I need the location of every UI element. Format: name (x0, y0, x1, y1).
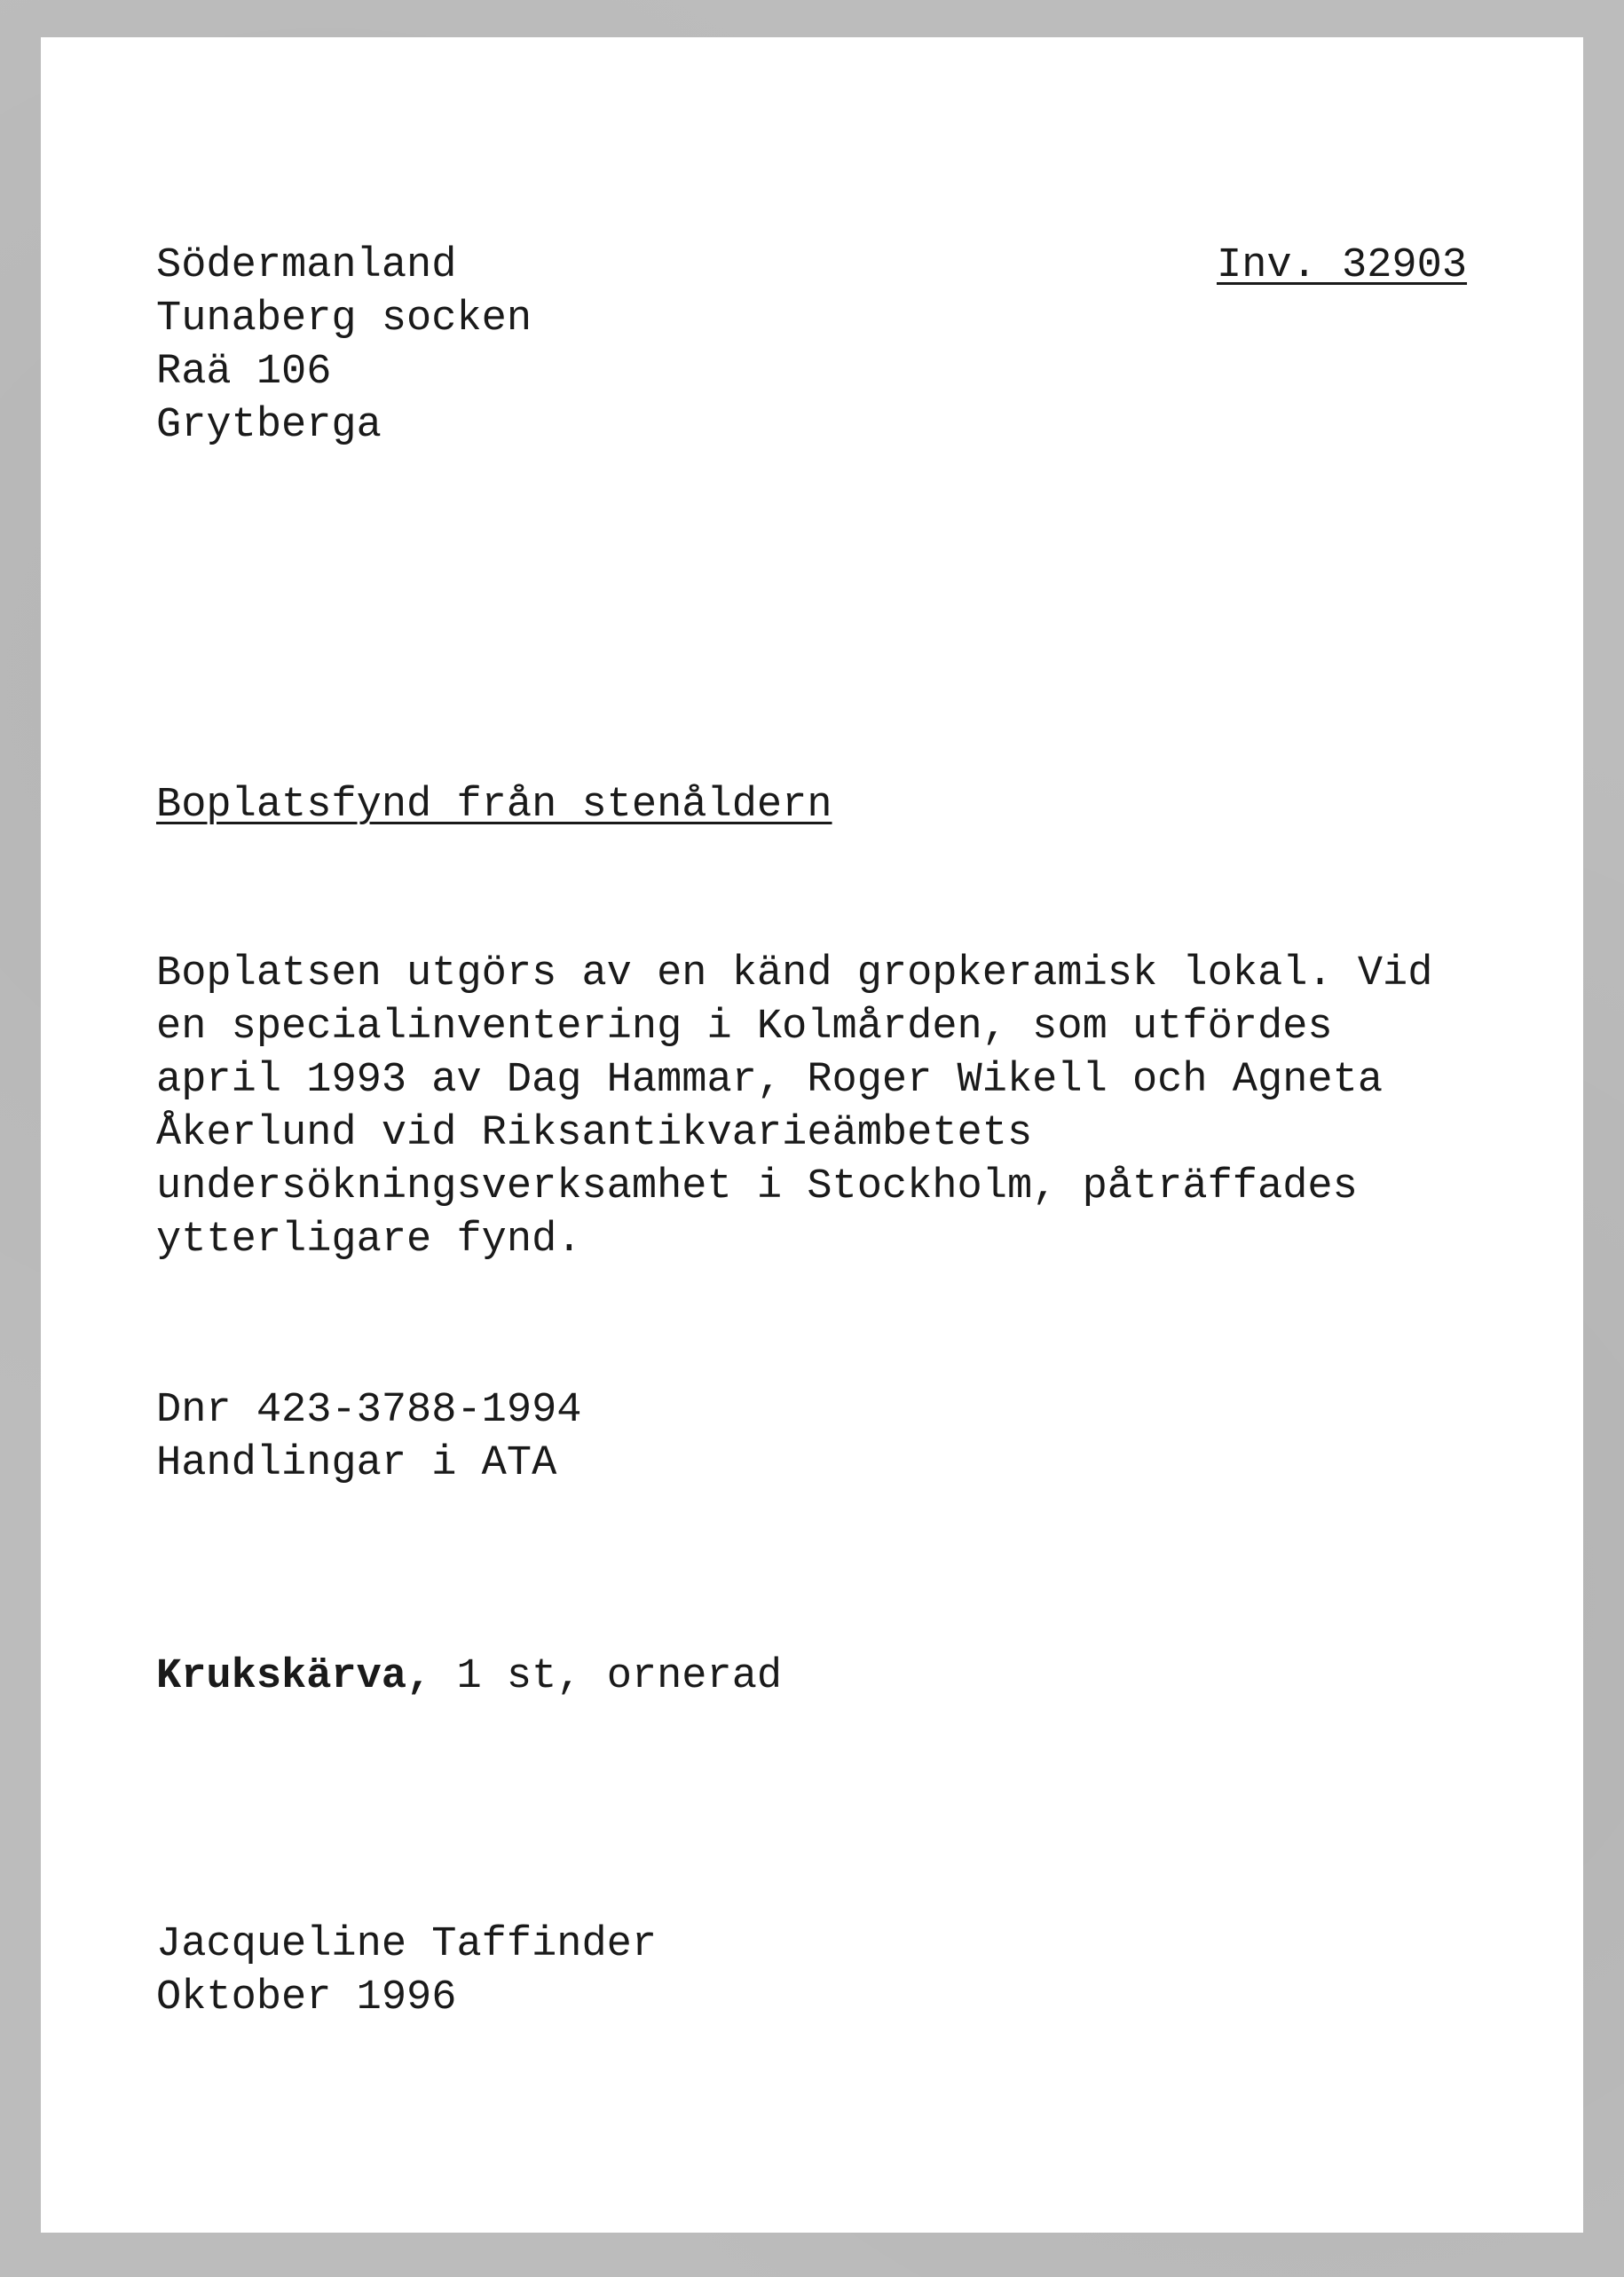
find-name: Krukskärva, (156, 1653, 432, 1700)
document-heading: Boplatsfynd från stenåldern (156, 782, 832, 829)
document-page (41, 37, 1583, 2233)
body-line: en specialinventering i Kolmården, som utfördes (156, 1004, 1333, 1051)
find-line (156, 1651, 782, 1704)
parish-line: Tunaberg socken (156, 295, 532, 343)
author-line: Jacqueline Taffinder (156, 1921, 658, 1968)
date-line: Oktober 1996 (156, 1974, 457, 2021)
archive-line: Handlingar i ATA (156, 1440, 557, 1487)
site-line: Grytberga (156, 402, 382, 449)
body-line: Åkerlund vid Riksantikvarieämbetets (156, 1110, 1033, 1157)
body-line: april 1993 av Dag Hammar, Roger Wikell och Agneta (156, 1057, 1384, 1104)
region-line: Södermanland (156, 242, 457, 289)
find-details: 1 st, ornerad (431, 1653, 783, 1700)
dnr-line: Dnr 423-3788-1994 (156, 1387, 582, 1434)
body-line: Boplatsen utgörs av en känd gropkeramisk lokal. Vid (156, 950, 1433, 997)
raa-line: Raä 106 (156, 349, 332, 396)
inventory-number: Inv. 32903 (1217, 242, 1468, 289)
body-line: undersökningsverksamhet i Stockholm, påträffades (156, 1163, 1358, 1210)
body-line: ytterligare fynd. (156, 1217, 582, 1264)
